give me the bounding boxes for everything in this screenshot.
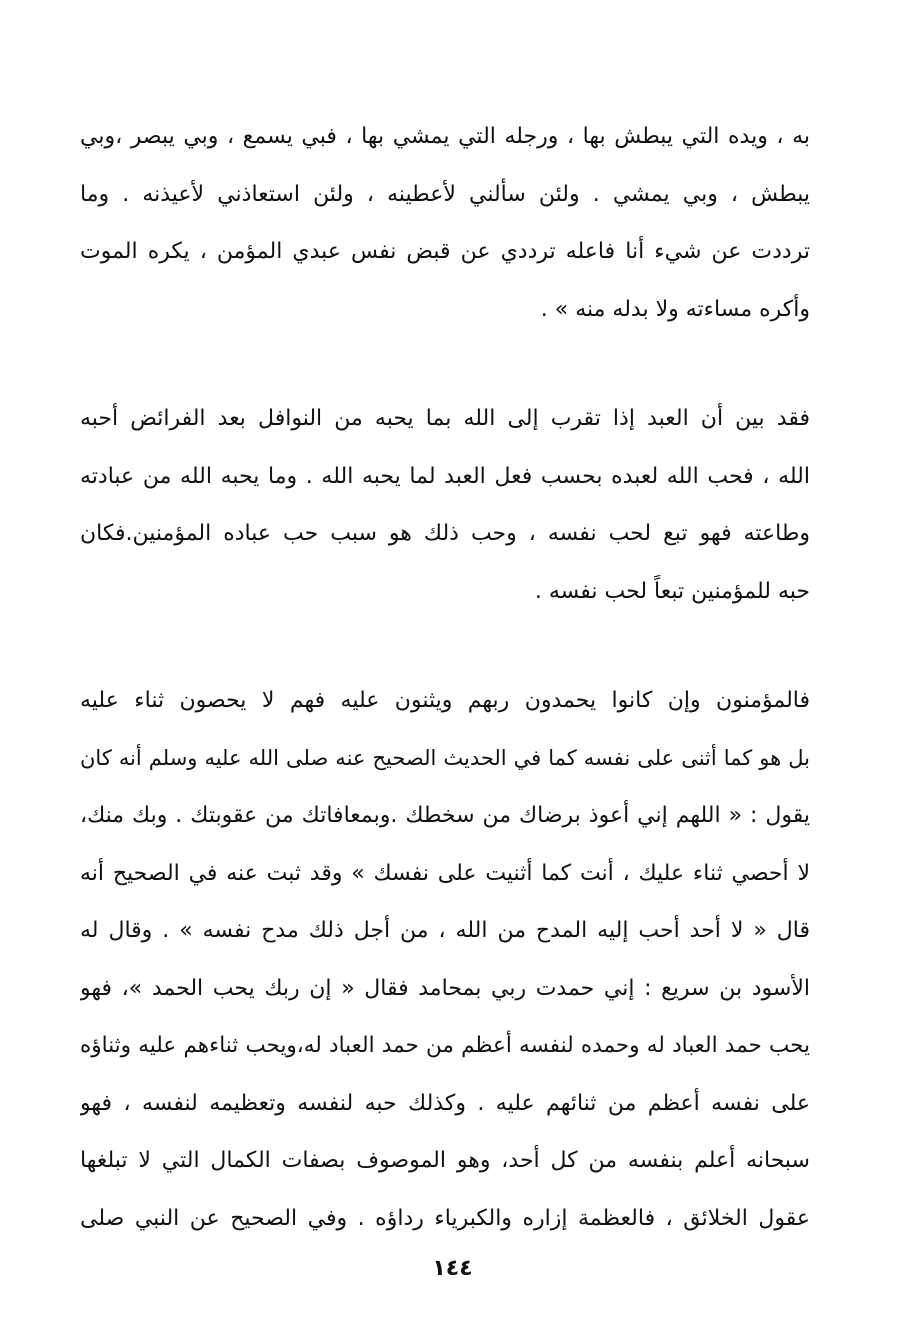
- text-line: قال « لا أحد أحب إليه المدح من الله ، من أجل ذلك مدح نفسه » . وقال له: [80, 918, 810, 943]
- text-line: الله ، فحب الله لعبده بحسب فعل العبد لما يحبه الله . وما يحبه الله من عبادته: [80, 463, 810, 489]
- text-line: فالمؤمنون وإن كانوا يحمدون ربهم ويثنون عليه فهم لا يحصون ثناء عليه: [80, 688, 810, 713]
- paragraph-gap: [80, 620, 810, 672]
- text-line: لا أحصي ثناء عليك ، أنت كما أثنيت على نفسك » وقد ثبت عنه في الصحيح أنه: [80, 860, 810, 886]
- page-number: ١٤٤: [432, 1256, 473, 1281]
- text-line: سبحانه أعلم بنفسه من كل أحد، وهو الموصوف بصفات الكمال التي لا تبلغها: [80, 1148, 810, 1173]
- text-line: عقول الخلائق ، فالعظمة إزاره والكبرياء رداؤه . وفي الصحيح عن النبي صلى: [80, 1205, 810, 1231]
- text-line: به ، ويده التي يبطش بها ، ورجله التي يمشي بها ، فبي يسمع ، وبي يبصر ،وبي: [80, 124, 810, 149]
- text-line: فقد بين أن العبد إذا تقرب إلى الله بما يحبه من النوافل بعد الفرائض أحبه: [80, 406, 810, 431]
- page-body: [80, 108, 810, 1247]
- text-line: على نفسه أعظم من ثنائهم عليه . وكذلك حبه لنفسه وتعظيمه لنفسه ، فهو: [80, 1090, 810, 1116]
- text-line: يحب حمد العباد له وحمده لنفسه أعظم من حمد العباد له،ويحب ثناءهم عليه وثناؤه: [80, 1033, 810, 1058]
- text-line: حبه للمؤمنين تبعاً لحب نفسه .: [534, 578, 810, 604]
- text-line: يبطش ، وبي يمشي . ولئن سألني لأعطينه ، ولئن استعاذني لأعيذنه . وما: [80, 181, 810, 207]
- paragraph-gap: [80, 338, 810, 390]
- paragraph-3: [80, 672, 810, 1247]
- text-line: يقول : « اللهم إني أعوذ برضاك من سخطك .وبمعافاتك من عقوبتك . وبك منك،: [80, 803, 810, 828]
- text-line: ترددت عن شيء أنا فاعله ترددي عن قبض نفس عبدي المؤمن ، يكره الموت: [80, 239, 810, 264]
- text-line: الأسود بن سريع : إني حمدت ربي بمحامد فقال « إن ربك يحب الحمد »، فهو: [80, 975, 810, 1001]
- paragraph-2: [80, 390, 810, 620]
- text-line: وأكره مساءته ولا بدله منه » .: [540, 296, 810, 322]
- text-line: بل هو كما أثنى على نفسه كما في الحديث الصحيح عنه صلى الله عليه وسلم أنه كان: [80, 745, 810, 770]
- paragraph-1: [80, 108, 810, 338]
- text-line: وطاعته فهو تبع لحب نفسه ، وحب ذلك هو سبب حب عباده المؤمنين.فكان: [80, 521, 810, 546]
